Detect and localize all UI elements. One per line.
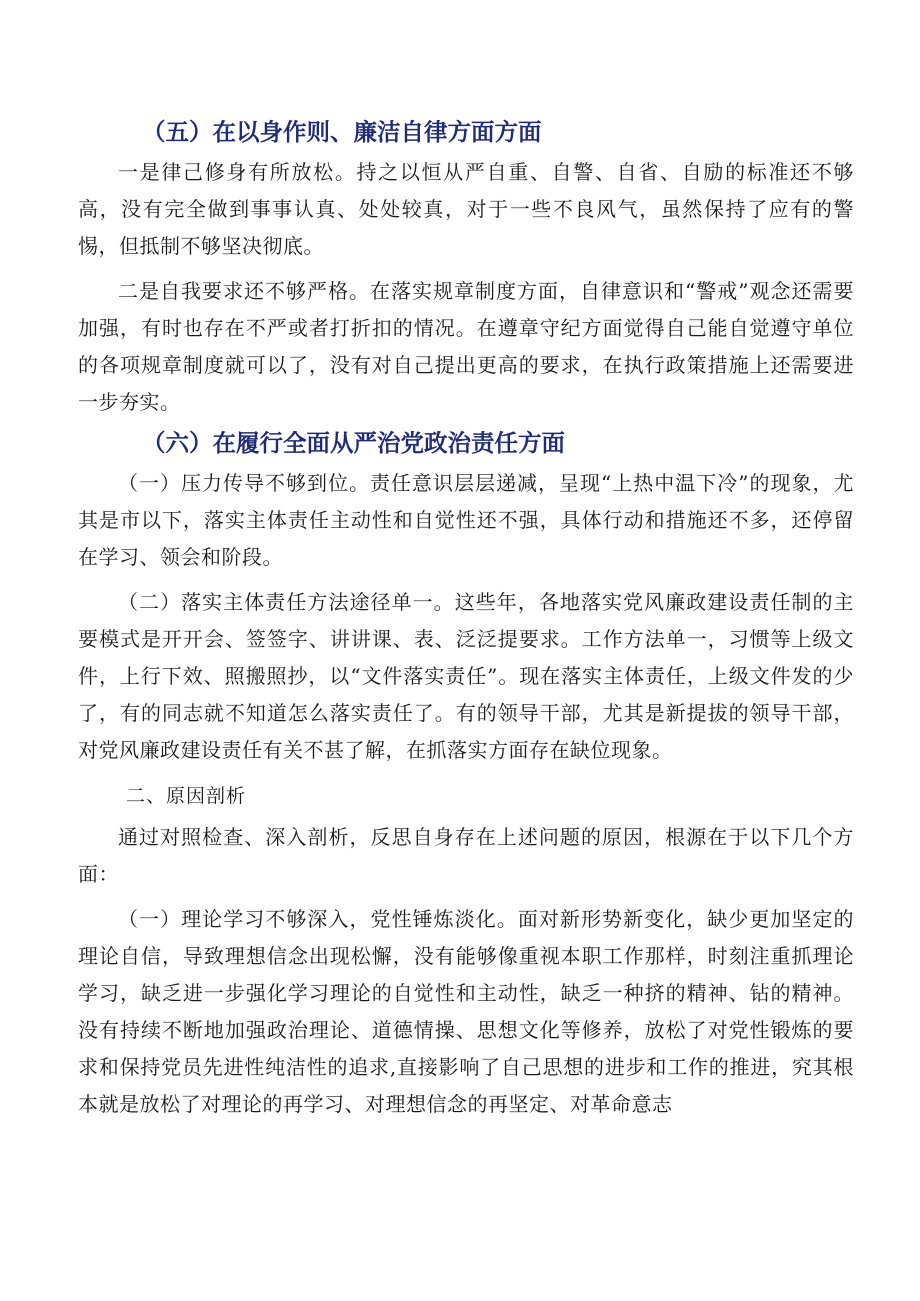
- paragraph-responsibility-methods: （二）落实主体责任方法途径单一。这些年，各地落实党风廉政建设责任制的主要模式是开开会、签签字、讲讲课、表、泛泛提要求。工作方法单一，习惯等上级文件，上行下效、照搬照抄，以“文件落实责任”。现在落实主体责任，上级文件发的少了，有的同志就不知道怎么落实责任了。有的领导干部，尤其是新提拔的领导干部，对党风廉政建设责任有关不甚了解，在抓落实方面存在缺位现象。: [78, 590, 854, 762]
- paragraph-pressure-transmission: （一）压力传导不够到位。责任意识层层递减，呈现“上热中温下冷”的现象，尤其是市以下，落实主体责任主动性和自觉性还不强，具体行动和措施还不多，还停留在学习、领会和阶段。: [78, 471, 854, 569]
- section-title-cause-analysis: 二、原因剖析: [126, 785, 247, 807]
- paragraph-self-requirements: 二是自我要求还不够严格。在落实规章制度方面，自律意识和“警戒”观念还需要加强，有时也存在不严或者打折扣的情况。在遵章守纪方面觉得自己能自觉遵守单位的各项规章制度就可以了，没有对自己提出更高的要求，在执行政策措施上还需要进一步夯实。: [78, 279, 854, 414]
- section-heading-five: （五）在以身作则、廉洁自律方面方面: [142, 118, 542, 146]
- paragraph-theory-study: （一）理论学习不够深入，党性锤炼淡化。面对新形势新变化，缺少更加坚定的理论自信，导致理想信念出现松懈，没有能够像重视本职工作那样，时刻注重抓理论学习，缺乏进一步强化学习理论的自觉性和主动性，缺乏一种挤的精神、钻的精神。没有持续不断地加强政治理论、道德情操、思想文化等修养，放松了对党性锻炼的要求和保持党员先进性纯洁性的追求,直接影响了自己思想的进步和工作的推进，究其根本就是放松了对理论的再学习、对理想信念的再坚定、对革命意志: [78, 907, 854, 1116]
- paragraph-self-discipline: 一是律己修身有所放松。持之以恒从严自重、自警、自省、自励的标准还不够高，没有完全做到事事认真、处处较真，对于一些不良风气，虽然保持了应有的警惕，但抵制不够坚决彻底。: [78, 160, 854, 258]
- section-heading-six: （六）在履行全面从严治党政治责任方面: [142, 429, 565, 457]
- paragraph-cause-intro: 通过对照检查、深入剖析，反思自身存在上述问题的原因，根源在于以下几个方面：: [78, 825, 854, 886]
